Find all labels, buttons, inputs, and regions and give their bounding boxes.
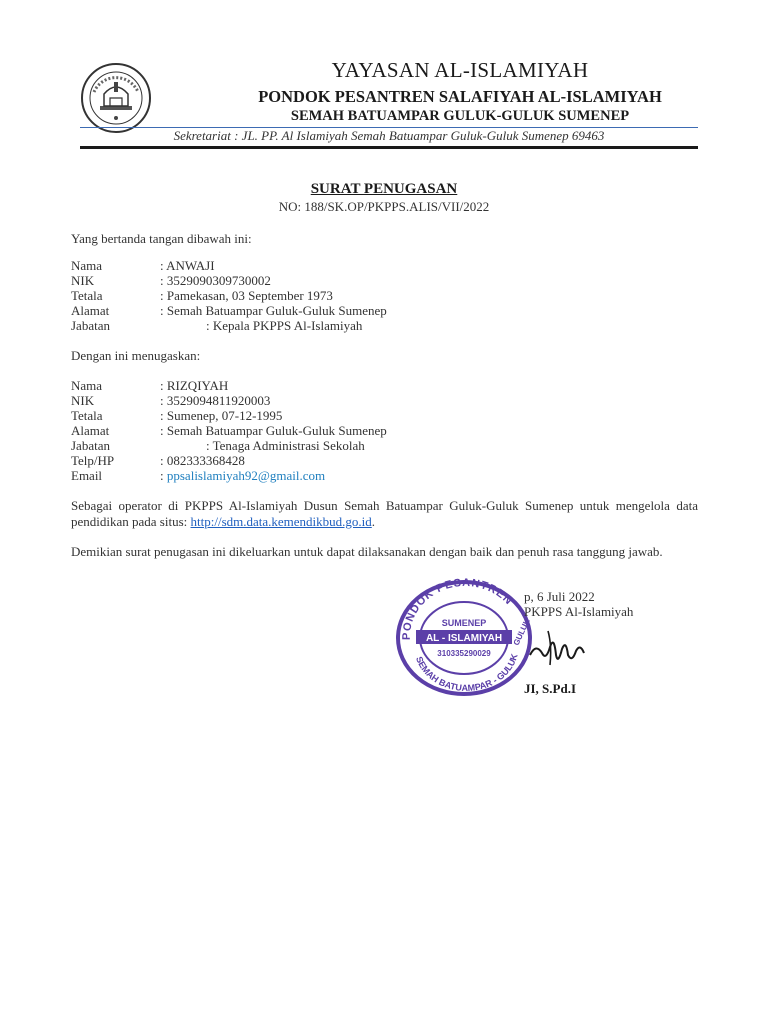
assignee-label-position: Jabatan	[71, 438, 110, 453]
stamp-right-text: GULUK	[511, 617, 532, 647]
purpose-text: Sebagai operator di PKPPS Al-Islamiyah Dusun Semah Batuampar Guluk-Guluk Sumenep untuk mengelola data pendidikan pada situs:	[71, 498, 698, 529]
stamp-name: AL - ISLAMIYAH	[425, 633, 503, 644]
assignee-value-name: : RIZQIYAH	[160, 378, 229, 393]
stamp-bottom-text: SEMAH BATUAMPAR - GULUK	[414, 652, 520, 694]
signer-value-birth: : Pamekasan, 03 September 1973	[160, 288, 333, 303]
foundation-logo	[80, 62, 152, 134]
assignee-label-address: Alamat	[71, 423, 110, 438]
stamp-top-text: PONDOK PESANTREN	[400, 576, 515, 641]
signer-label-birth: Tetala	[71, 288, 103, 303]
letter-number: NO: 188/SK.OP/PKPPS.ALIS/VII/2022	[278, 199, 490, 214]
assignee-label-email: Email	[71, 468, 103, 483]
signer-label-position: Jabatan	[71, 318, 110, 333]
signer-label-name: Nama	[71, 258, 103, 273]
school-name: PONDOK PESANTREN SALAFIYAH AL-ISLAMIYAH	[258, 87, 662, 106]
organization-name: YAYASAN AL-ISLAMIYAH	[331, 58, 589, 82]
signer-name: JI, S.Pd.I	[524, 681, 577, 696]
signer-value-nik: : 3529090309730002	[160, 273, 271, 288]
assign-intro-text: Dengan ini menugaskan:	[71, 348, 201, 363]
letter-title: SURAT PENUGASAN	[310, 181, 458, 197]
school-stamp	[392, 576, 534, 698]
assignee-label-birth: Tetala	[71, 408, 103, 423]
signer-value-position: : Kepala PKPPS Al-Islamiyah	[206, 318, 363, 333]
signature-role: PKPPS Al-Islamiyah	[524, 604, 634, 619]
signer-value-address: : Semah Batuampar Guluk-Guluk Sumenep	[160, 303, 387, 318]
header-rule-thick	[80, 146, 698, 149]
assignee-value-email	[160, 468, 325, 483]
assignee-value-nik: : 3529094811920003	[160, 393, 271, 408]
signer-value-name: : ANWAJI	[160, 258, 215, 273]
assignee-label-name: Nama	[71, 378, 103, 393]
sdm-link[interactable]: http://sdm.data.kemendikbud.go.id	[190, 514, 372, 529]
assignee-value-position: : Tenaga Administrasi Sekolah	[206, 438, 365, 453]
assignee-value-phone: : 082333368428	[160, 453, 245, 468]
purpose-paragraph	[71, 498, 698, 530]
signature-date: p, 6 Juli 2022	[524, 589, 595, 604]
signer-label-address: Alamat	[71, 303, 110, 318]
closing-paragraph: Demikian surat penugasan ini dikeluarkan untuk dapat dilaksanakan dengan baik dan penuh rasa tanggung jawab.	[71, 544, 663, 559]
address-line: SEMAH BATUAMPAR GULUK-GULUK SUMENEP	[290, 108, 630, 124]
secretariat-address: Sekretariat : JL. PP. Al Islamiyah Semah Batuampar Guluk-Guluk Sumenep 69463	[173, 128, 605, 143]
email-prefix: :	[160, 468, 167, 483]
stamp-city: SUMENEP	[441, 618, 487, 628]
intro-text: Yang bertanda tangan dibawah ini:	[71, 231, 252, 246]
stamp-number: 310335290029	[437, 649, 491, 658]
email-link[interactable]: ppsalislamiyah92@gmail.com	[166, 468, 326, 483]
purpose-end: .	[371, 514, 376, 529]
assignee-value-birth: : Sumenep, 07-12-1995	[160, 408, 283, 423]
assignee-value-address: : Semah Batuampar Guluk-Guluk Sumenep	[160, 423, 387, 438]
assignee-label-phone: Telp/HP	[71, 453, 115, 468]
assignee-label-nik: NIK	[71, 393, 95, 408]
handwritten-signature	[528, 625, 586, 671]
signer-label-nik: NIK	[71, 273, 95, 288]
